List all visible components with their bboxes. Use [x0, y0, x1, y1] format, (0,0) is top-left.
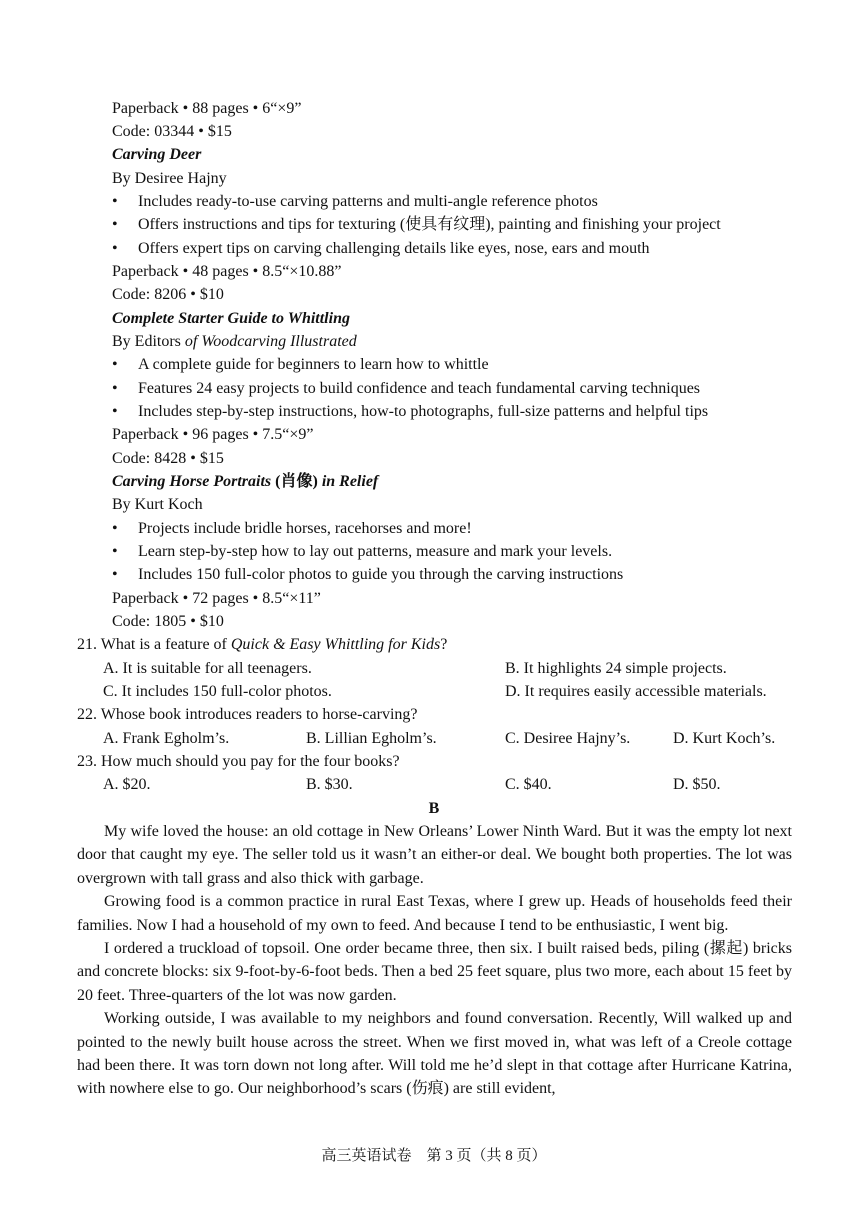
- passage-paragraph-2: Growing food is a common practice in rural East Texas, where I grew up. Heads of households feed their families. Now I had a household of my own to feed. And because I tend to be enthusiastic, I went big.: [77, 893, 792, 934]
- bullet-icon: •: [112, 566, 118, 583]
- book3-author: By Editors of Woodcarving Illustrated: [112, 333, 357, 350]
- book1-code: Code: 03344 • $15: [112, 123, 232, 140]
- book3-code: Code: 8428 • $15: [112, 450, 224, 467]
- bullet-icon: •: [112, 403, 118, 420]
- q22-option-b: B. Lillian Egholm’s.: [306, 730, 437, 747]
- book4-title: Carving Horse Portraits (肖像) in Relief: [112, 473, 379, 490]
- book2-title: Carving Deer: [112, 146, 202, 163]
- book3-bullet-2: • Features 24 easy projects to build confidence and teach fundamental carving techniques: [112, 377, 700, 400]
- bullet-icon: •: [112, 543, 118, 560]
- book3-specs: Paperback • 96 pages • 7.5“×9”: [112, 426, 314, 443]
- q21-option-c: C. It includes 150 full-color photos.: [103, 683, 332, 700]
- book2-bullet-3: • Offers expert tips on carving challenging details like eyes, nose, ears and mouth: [112, 237, 650, 260]
- question-21: 21. What is a feature of Quick & Easy Whittling for Kids?: [77, 636, 448, 653]
- q23-option-c: C. $40.: [505, 776, 552, 793]
- book1-specs: Paperback • 88 pages • 6“×9”: [112, 100, 302, 117]
- book4-bullet-2: • Learn step-by-step how to lay out patterns, measure and mark your levels.: [112, 540, 612, 563]
- passage-paragraph-3: I ordered a truckload of topsoil. One order became three, then six. I built raised beds, piling (摞起) bricks and concrete blocks: six 9-foot-by-6-foot beds. Then a bed 25 feet square, plus two more, each about 15 feet by 20 feet. Three-quarters of the lot was now garden.: [77, 940, 792, 1004]
- book2-bullet-1: • Includes ready-to-use carving patterns and multi-angle reference photos: [112, 190, 598, 213]
- q23-option-d: D. $50.: [673, 776, 721, 793]
- question-23: 23. How much should you pay for the four books?: [77, 753, 400, 770]
- q23-option-b: B. $30.: [306, 776, 353, 793]
- q21-option-b: B. It highlights 24 simple projects.: [505, 660, 727, 677]
- book4-bullet-1: • Projects include bridle horses, racehorses and more!: [112, 517, 472, 540]
- bullet-icon: •: [112, 216, 118, 233]
- question-22: 22. Whose book introduces readers to horse-carving?: [77, 706, 418, 723]
- page-footer: 高三英语试卷 第 3 页（共 8 页）: [321, 1148, 547, 1164]
- bullet-icon: •: [112, 520, 118, 537]
- book4-bullet-3: • Includes 150 full-color photos to guide you through the carving instructions: [112, 563, 623, 586]
- passage-b: [77, 820, 792, 1101]
- bullet-icon: •: [112, 380, 118, 397]
- passage-paragraph-1: My wife loved the house: an old cottage in New Orleans’ Lower Ninth Ward. But it was the empty lot next door that caught my eye. The seller told us it wasn’t an either-or deal. We bought both properties. The lot was overgrown with tall grass and also thick with garbage.: [77, 823, 792, 887]
- q21-option-a: A. It is suitable for all teenagers.: [103, 660, 312, 677]
- bullet-icon: •: [112, 356, 118, 373]
- book4-author: By Kurt Koch: [112, 496, 203, 513]
- bullet-icon: •: [112, 240, 118, 257]
- book3-bullet-1: • A complete guide for beginners to learn how to whittle: [112, 353, 489, 376]
- book4-specs: Paperback • 72 pages • 8.5“×11”: [112, 590, 321, 607]
- bullet-icon: •: [112, 193, 118, 210]
- book2-bullet-2: • Offers instructions and tips for texturing (使具有纹理), painting and finishing your project: [112, 213, 721, 236]
- passage-paragraph-4: Working outside, I was available to my neighbors and found conversation. Recently, Will walked up and pointed to the newly built house across the street. When we first moved in, what was left of a Creole cottage had been there. It was torn down not long after. Will told me he’d slept in that cottage after Hurricane Katrina, with nowhere else to go. Our neighborhood’s scars (伤痕) are still evident,: [77, 1010, 792, 1098]
- book3-title: Complete Starter Guide to Whittling: [112, 310, 350, 327]
- q21-option-d: D. It requires easily accessible materials.: [505, 683, 767, 700]
- q23-option-a: A. $20.: [103, 776, 151, 793]
- q22-option-a: A. Frank Egholm’s.: [103, 730, 230, 747]
- book2-specs: Paperback • 48 pages • 8.5“×10.88”: [112, 263, 342, 280]
- book2-code: Code: 8206 • $10: [112, 286, 224, 303]
- book2-author: By Desiree Hajny: [112, 170, 227, 187]
- q22-option-c: C. Desiree Hajny’s.: [505, 730, 631, 747]
- q22-option-d: D. Kurt Koch’s.: [673, 730, 776, 747]
- book4-code: Code: 1805 • $10: [112, 613, 224, 630]
- section-heading-b: B: [428, 800, 440, 817]
- book3-bullet-3: • Includes step-by-step instructions, how-to photographs, full-size patterns and helpful tips: [112, 400, 708, 423]
